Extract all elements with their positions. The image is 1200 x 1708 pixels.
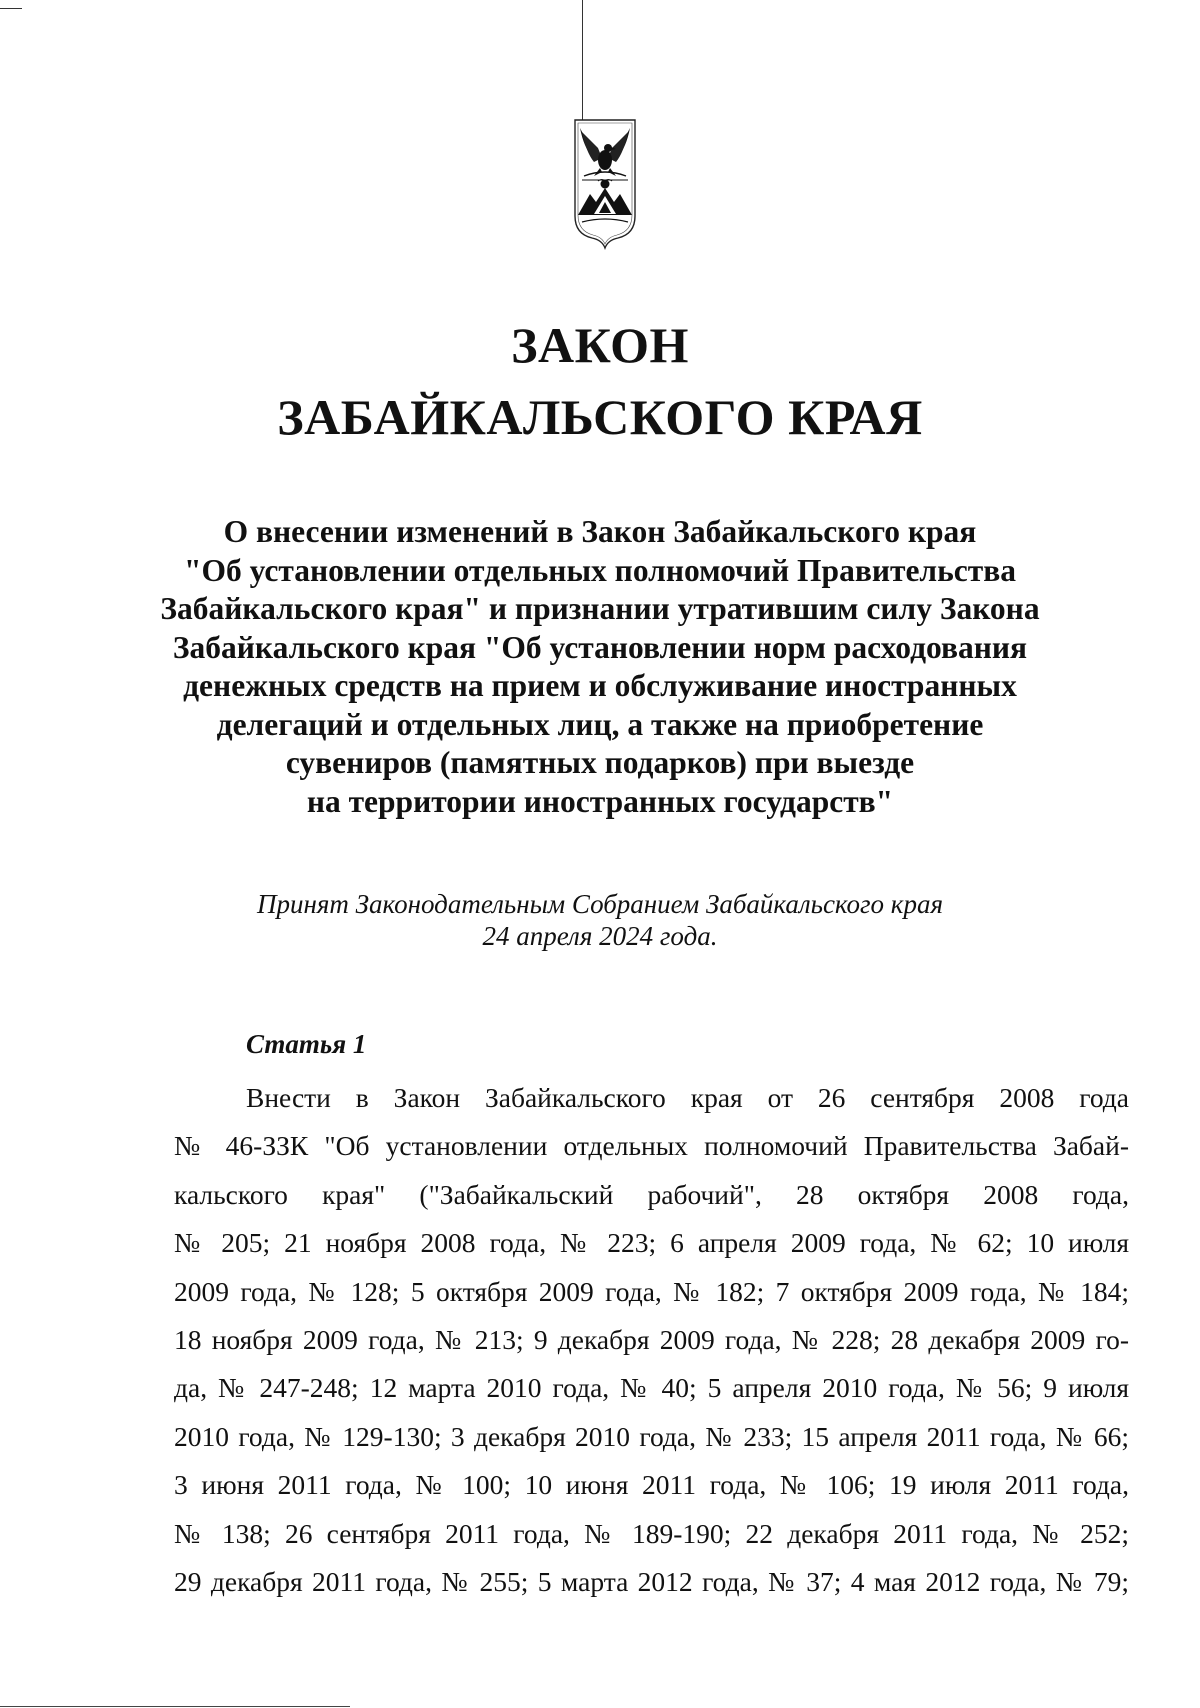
- scan-artifact-line: [582, 0, 583, 120]
- body-line: № 205; 21 ноября 2008 года, № 223; 6 апреля 2009 года, № 62; 10 июля: [174, 1227, 1129, 1259]
- body-line: 3 июня 2011 года, № 100; 10 июня 2011 года, № 106; 19 июля 2011 года,: [174, 1469, 1129, 1501]
- scan-artifact-mark: [0, 8, 22, 9]
- body-line: Внести в Закон Забайкальского края от 26 сентября 2008 года: [246, 1082, 1129, 1113]
- law-region-title: ЗАБАЙКАЛЬСКОГО КРАЯ: [277, 389, 923, 445]
- scan-artifact-line: [0, 1706, 350, 1707]
- subject-line: делегаций и отдельных лиц, а также на приобретение: [216, 706, 984, 742]
- body-line: да, № 247-248; 12 марта 2010 года, № 40; 5 апреля 2010 года, № 56; 9 июля: [174, 1372, 1129, 1404]
- subject-line: О внесении изменений в Закон Забайкальского края: [223, 514, 977, 549]
- subject-line: "Об установлении отдельных полномочий Правительства: [184, 552, 1016, 588]
- subject-line: Забайкальского края "Об установлении норм расходования: [172, 629, 1028, 665]
- body-line: № 138; 26 сентября 2011 года, № 189-190; 22 декабря 2011 года, № 252;: [174, 1517, 1129, 1549]
- body-line: кальского края" ("Забайкальский рабочий", 28 октября 2008 года,: [174, 1178, 1129, 1210]
- adoption-date: 24 апреля 2024 года.: [482, 921, 718, 951]
- subject-line: Забайкальского края" и признании утратившим силу Закона: [160, 591, 1040, 626]
- subject-line: денежных средств на прием и обслуживание иностранных: [183, 668, 1017, 703]
- body-line: 2009 года, № 128; 5 октября 2009 года, № 182; 7 октября 2009 года, № 184;: [174, 1275, 1129, 1307]
- body-line: 18 ноября 2009 года, № 213; 9 декабря 2009 года, № 228; 28 декабря 2009 го-: [174, 1323, 1129, 1355]
- body-line: 29 декабря 2011 года, № 255; 5 марта 2012 года, № 37; 4 мая 2012 года, № 79;: [174, 1565, 1129, 1597]
- body-line: 2010 года, № 129-130; 3 декабря 2010 года, № 233; 15 апреля 2011 года, № 66;: [174, 1420, 1129, 1452]
- law-subject: [100, 513, 1100, 821]
- article-heading: Статья 1: [246, 1029, 367, 1059]
- adoption-note: [100, 888, 1100, 952]
- subject-line: на территории иностранных государств": [306, 783, 894, 819]
- adoption-line: Принят Законодательным Собранием Забайкальского края: [256, 889, 943, 919]
- law-title: ЗАКОН: [511, 317, 689, 373]
- coat-of-arms-icon: [572, 118, 638, 264]
- body-line: № 46-ЗЗК "Об установлении отдельных полномочий Правительства Забай-: [174, 1130, 1129, 1162]
- article-body: [174, 1074, 1129, 1606]
- subject-line: сувениров (памятных подарков) при выезде: [285, 745, 915, 780]
